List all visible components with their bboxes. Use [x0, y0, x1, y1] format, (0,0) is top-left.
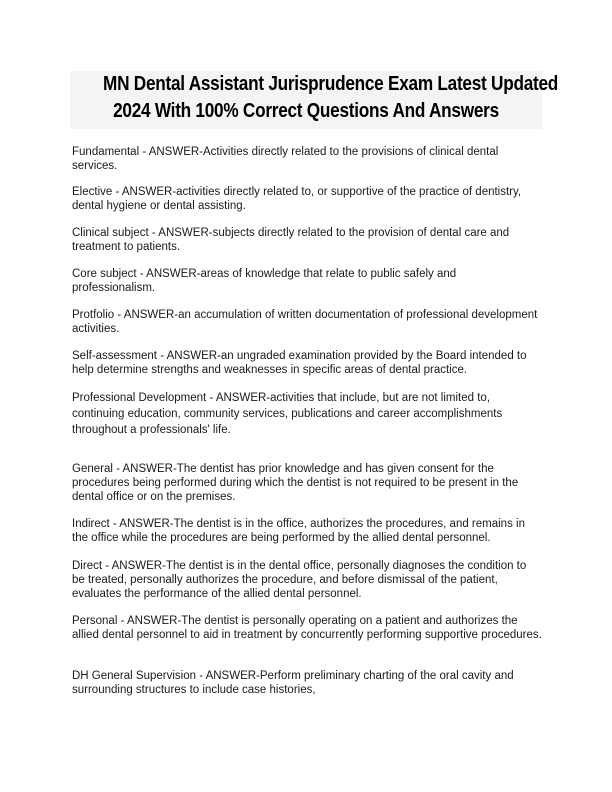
qa-entry-professional-development: Professional Development - ANSWER-activities that include, but are not limited to, continuing education, community services, publications and career accomplishments throughout a professionals' life.	[72, 392, 503, 436]
qa-entry-general-supervision: General - ANSWER-The dentist has prior knowledge and has given consent for the procedures being performed during which the dentist is not required to be present in the dental office or on the premises.	[72, 463, 519, 503]
qa-entry-core-subject: Core subject - ANSWER-areas of knowledge that relate to public safely and professionalism.	[72, 268, 457, 294]
qa-entry-fundamental: Fundamental - ANSWER-Activities directly related to the provisions of clinical dental services.	[72, 146, 499, 172]
title-line-2: 2024 With 100% Correct Questions And Answers	[113, 100, 499, 122]
qa-entry-indirect-supervision: Indirect - ANSWER-The dentist is in the office, authorizes the procedures, and remains in the office while the procedures are being performed by the allied dental personnel.	[72, 518, 525, 544]
qa-entry-portfolio: Protfolio - ANSWER-an accumulation of written documentation of professional development activities.	[72, 309, 538, 335]
qa-entry-elective: Elective - ANSWER-activities directly related to, or supportive of the practice of dentistry, dental hygiene or dental assisting.	[72, 186, 522, 212]
document-title	[70, 71, 559, 129]
qa-entry-personal-supervision: Personal - ANSWER-The dentist is personally operating on a patient and authorizes the allied dental personnel to aid in treatment by concurrently performing supportive procedures.	[72, 615, 542, 641]
title-line-1: MN Dental Assistant Jurisprudence Exam Latest Updated	[103, 73, 559, 95]
qa-entry-self-assessment: Self-assessment - ANSWER-an ungraded examination provided by the Board intended to help determine strengths and weaknesses in specific areas of dental practice.	[72, 350, 527, 376]
qa-entry-direct-supervision: Direct - ANSWER-The dentist is in the dental office, personally diagnoses the condition to be treated, personally authorizes the procedure, and before dismissal of the patient, evaluates the performance of the allied dental personnel.	[72, 560, 527, 600]
qa-entry-dh-general-supervision: DH General Supervision - ANSWER-Perform preliminary charting of the oral cavity and surrounding structures to include case histories,	[72, 670, 514, 696]
qa-entry-clinical-subject: Clinical subject - ANSWER-subjects directly related to the provision of dental care and treatment to patients.	[72, 227, 510, 253]
